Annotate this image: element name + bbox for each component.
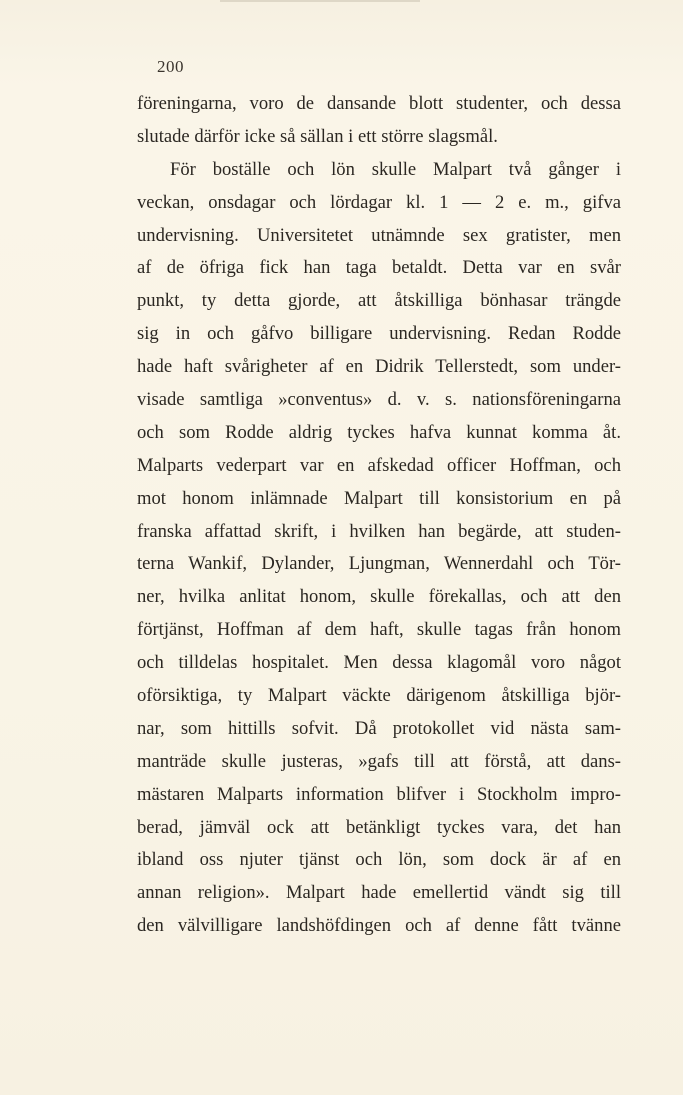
text-line: För boställe och lön skulle Malpart två gånger i: [170, 158, 621, 180]
text-line: den välvilligare landshöfdingen och af denne fått tvänne: [137, 915, 621, 937]
text-line: slutade därför icke så sällan i ett större slagsmål.: [137, 125, 498, 147]
text-line: nar, som hittills sofvit. Då protokollet vid nästa sam-: [137, 717, 621, 739]
page-number: 200: [157, 57, 184, 76]
text-line: mot honom inlämnade Malpart till konsistorium en på: [137, 487, 621, 509]
text-line: visade samtliga »conventus» d. v. s. nationsföreningarna: [137, 389, 621, 411]
text-line: ibland oss njuter tjänst och lön, som dock är af en: [137, 849, 621, 871]
text-line: och tilldelas hospitalet. Men dessa klagomål voro något: [137, 652, 621, 674]
text-line: oförsiktiga, ty Malpart väckte därigenom åtskilliga björ-: [137, 685, 621, 707]
text-line: Malparts vederpart var en afskedad officer Hoffman, och: [137, 454, 621, 476]
text-line: sig in och gåfvo billigare undervisning. Redan Rodde: [137, 323, 621, 345]
text-line: veckan, onsdagar och lördagar kl. 1 — 2 e. m., gifva: [137, 191, 621, 213]
text-line: punkt, ty detta gjorde, att åtskilliga bönhasar trängde: [137, 290, 621, 312]
body-text: [137, 88, 621, 943]
text-line: manträde skulle justeras, »gafs till att förstå, att dans-: [137, 750, 621, 772]
text-line: franska affattad skrift, i hvilken han begärde, att studen-: [137, 520, 621, 542]
text-line: ner, hvilka anlitat honom, skulle förekallas, och att den: [137, 586, 621, 608]
text-line: berad, jämväl ock att betänkligt tyckes vara, det han: [137, 816, 621, 838]
text-line: af de öfriga fick han taga betaldt. Detta var en svår: [137, 257, 621, 279]
text-line: hade haft svårigheter af en Didrik Tellerstedt, som under-: [137, 356, 621, 378]
text-line: undervisning. Universitetet utnämnde sex gratister, men: [137, 224, 621, 246]
text-line: mästaren Malparts information blifver i Stockholm impro-: [137, 783, 621, 805]
text-line: terna Wankif, Dylander, Ljungman, Wennerdahl och Tör-: [137, 553, 621, 575]
text-line: annan religion». Malpart hade emellertid vändt sig till: [137, 882, 621, 904]
page-top-edge: [220, 0, 420, 2]
text-line: och som Rodde aldrig tyckes hafva kunnat komma åt.: [137, 421, 621, 443]
text-line: förtjänst, Hoffman af dem haft, skulle tagas från honom: [137, 619, 621, 641]
text-line: föreningarna, voro de dansande blott studenter, och dessa: [137, 93, 621, 114]
